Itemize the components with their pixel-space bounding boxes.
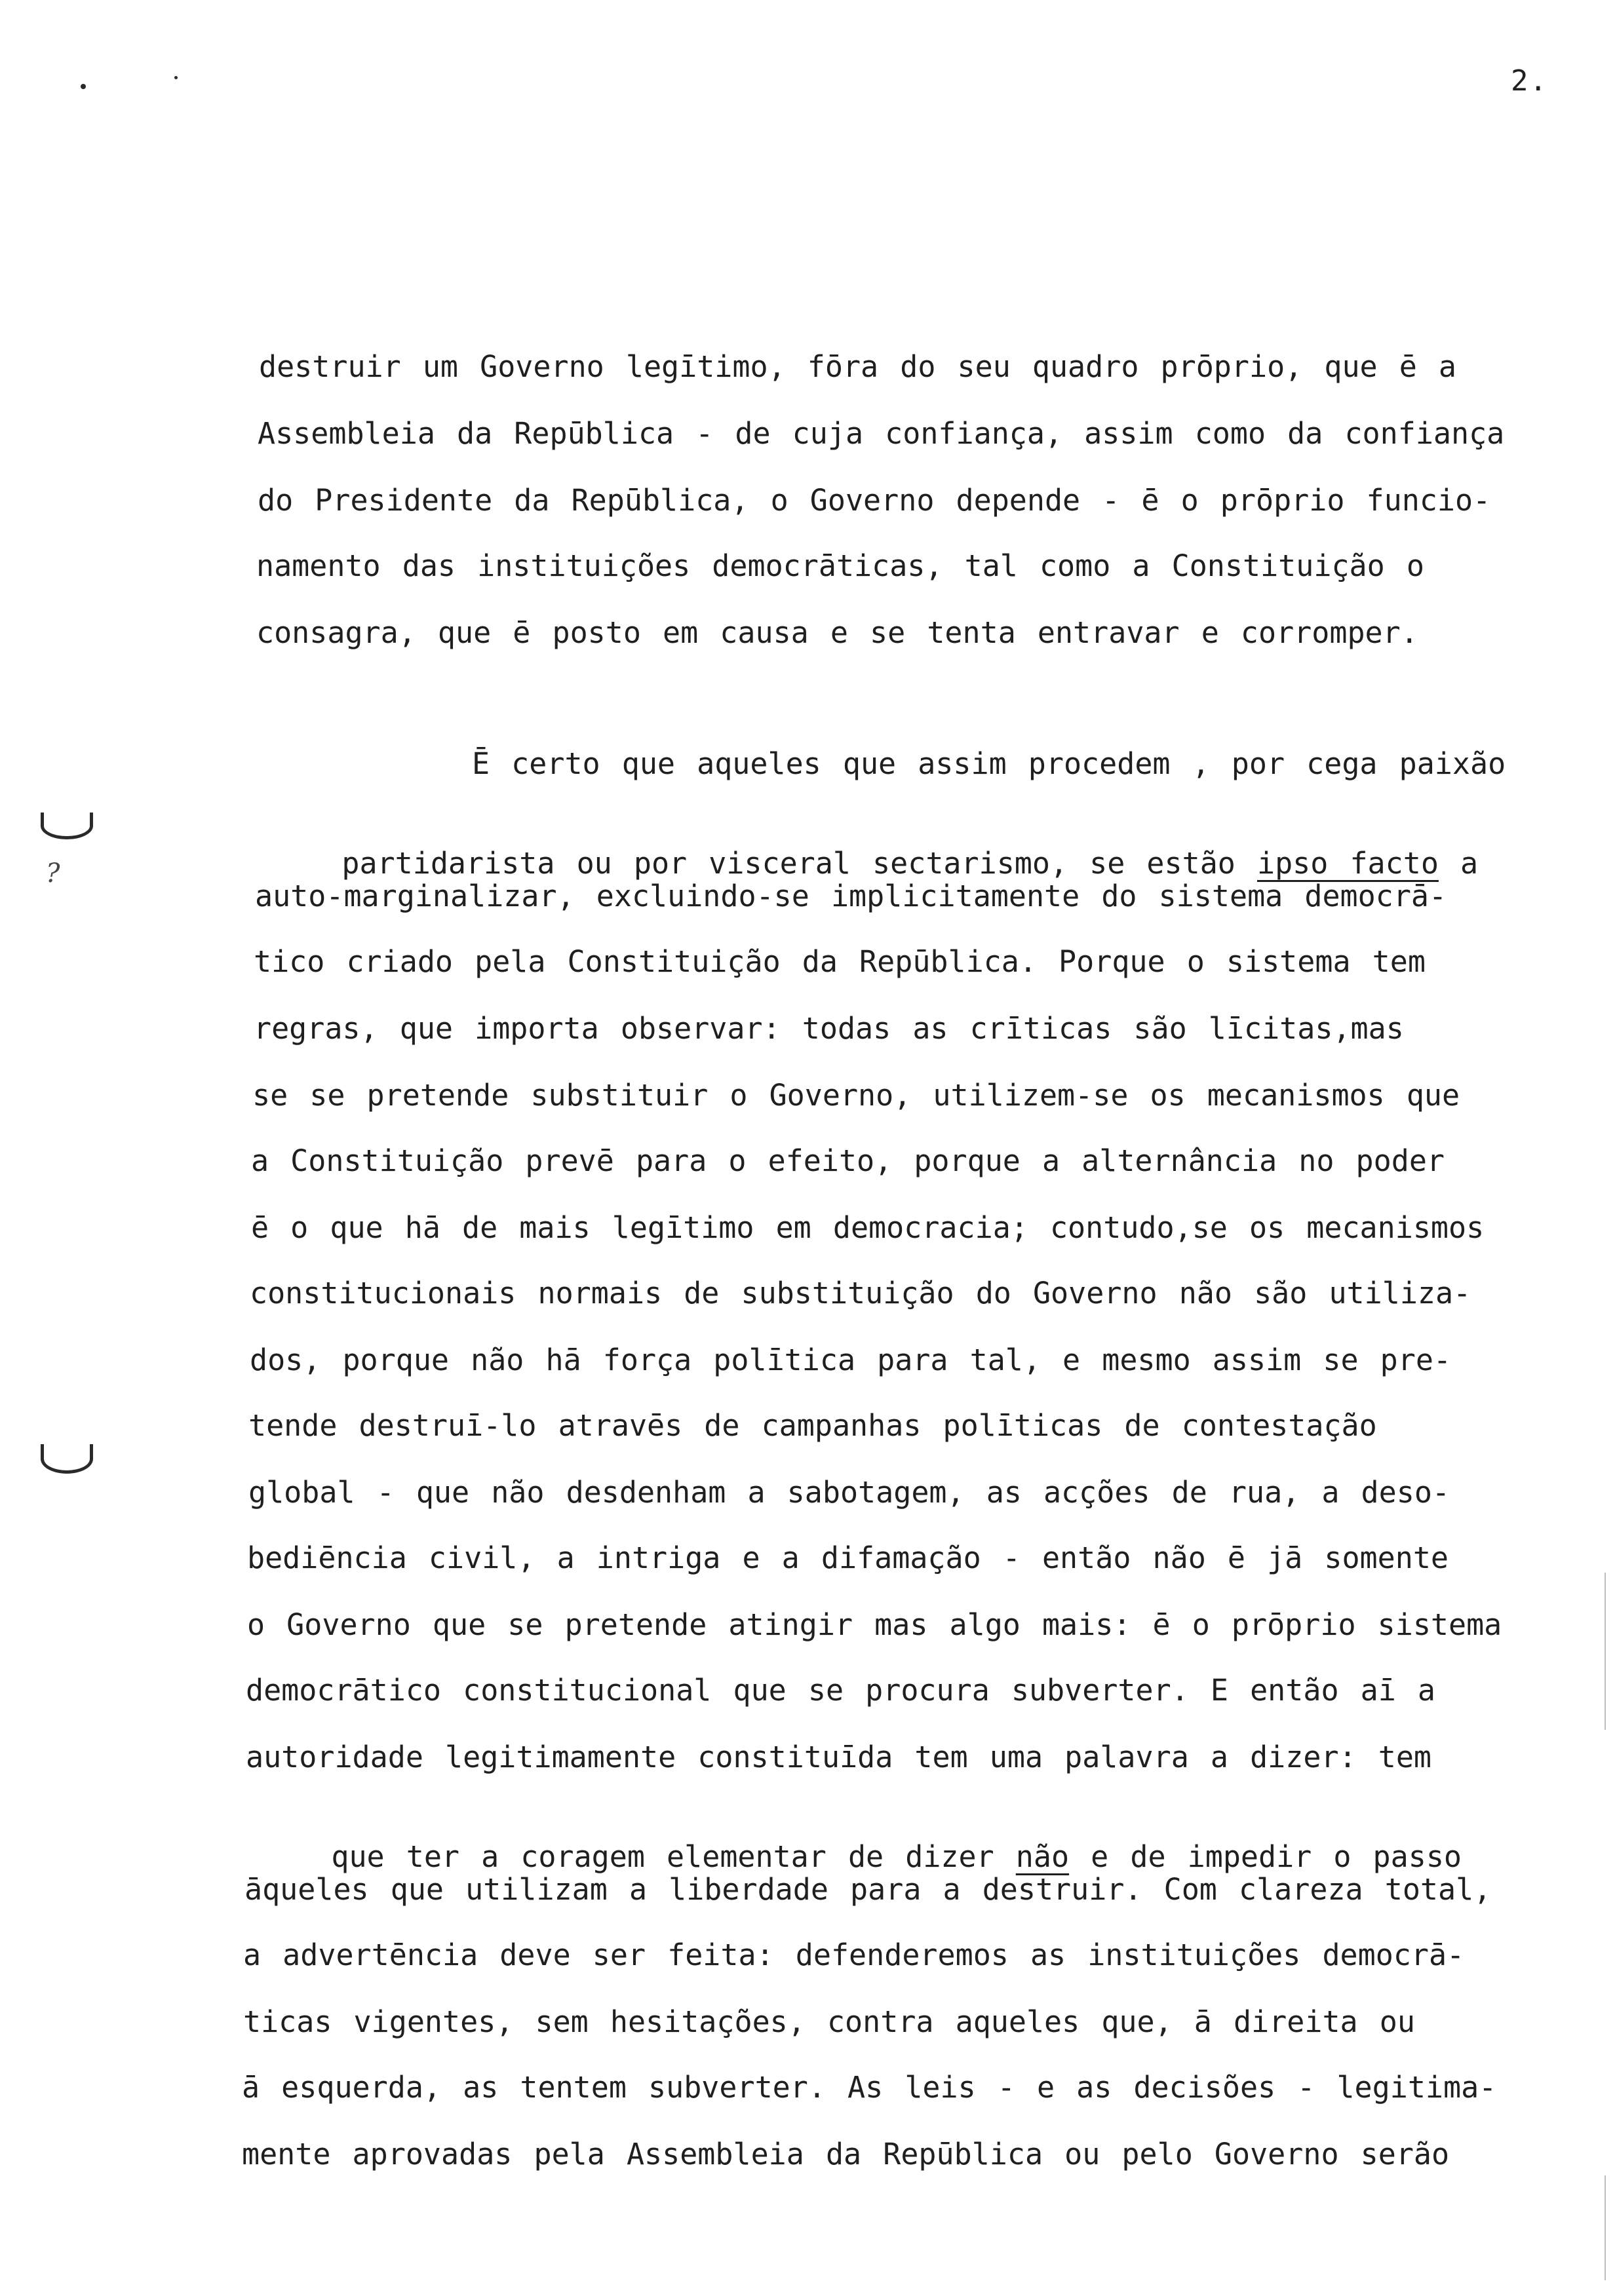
text-line: global - que não desdenham a sabotagem, as acções de rua, a deso- [248,1475,1450,1510]
text-line: dos, porque não hā força polītica para tal, e mesmo assim se pre- [250,1343,1451,1377]
text-line: autoridade legitimamente constituīda tem uma palavra a dizer: tem [246,1740,1431,1774]
scan-edge [1605,1573,1606,1730]
text-line: ē o que hā de mais legītimo em democracia; contudo,se os mecanismos [251,1210,1485,1245]
text-line: ticas vigentes, sem hesitações, contra aqueles que, ā direita ou [243,2004,1415,2039]
text-line: se se pretende substituir o Governo, utilizem-se os mecanismos que [252,1078,1460,1113]
text-line: auto-marginalizar, excluindo-se implicitamente do sistema democrā- [255,879,1447,913]
corner-dot [81,84,86,89]
text-segment: partidarista ou por visceral sectarismo, se estão [341,846,1236,881]
text-line: namento das instituições democrāticas, tal como a Constituição o [256,548,1424,583]
text-line: ā esquerda, as tentem subverter. As leis - e as decisões - legitima- [242,2070,1497,2105]
text-line: democrātico constitucional que se procura subverter. E então aī a [246,1673,1435,1708]
text-line: do Presidente da Repūblica, o Governo depende - ē o prōprio funcio- [258,483,1491,518]
text-line: consagra, que ē posto em causa e se tenta entravar e corromper. [256,615,1418,650]
underlined-phrase: ipso facto [1257,846,1439,881]
text-line: mente aprovadas pela Assembleia da Repūblica ou pelo Governo serão [242,2137,1450,2172]
text-line: tico criado pela Constituição da Repūblica. Porque o sistema tem [254,944,1426,979]
text-line: constitucionais normais de substituição do Governo não são utiliza- [250,1276,1471,1311]
scan-edge [1605,2175,1606,2280]
margin-question-mark: ? [46,858,60,889]
text-segment: e de impedir o passo [1091,1839,1462,1874]
margin-check-mark [41,1444,93,1474]
text-line: o Governo que se pretende atingir mas algo mais: ē o prōprio sistema [247,1607,1502,1642]
underlined-word: não [1015,1839,1070,1874]
page-number: 2. [1511,64,1548,98]
text-line: bediēncia civil, a intriga e a difamação - então não ē jā somente [247,1540,1449,1575]
text-line: a Constituição prevē para o efeito, porque a alternância no poder [251,1143,1445,1178]
text-line: Ē certo que aqueles que assim procedem , por cega paixão [472,746,1506,781]
text-line: Assembleia da Repūblica - de cuja confiança, assim como da confiança [258,416,1505,451]
text-segment: que ter a coragem elementar de dizer [331,1839,994,1874]
text-line: āqueles que utilizam a liberdade para a destruir. Com clareza total, [244,1872,1492,1907]
corner-speck [174,76,178,79]
text-line: a advertēncia deve ser feita: defenderemos as instituições democrā- [243,1938,1465,1972]
text-line: regras, que importa observar: todas as crīticas são līcitas,mas [254,1011,1404,1046]
margin-check-mark [41,813,93,839]
text-line: destruir um Governo legītimo, fōra do seu quadro prōprio, que ē a [259,349,1456,384]
text-segment: a [1460,846,1479,881]
text-line: tende destruī-lo atravēs de campanhas polīticas de contestação [248,1408,1377,1443]
